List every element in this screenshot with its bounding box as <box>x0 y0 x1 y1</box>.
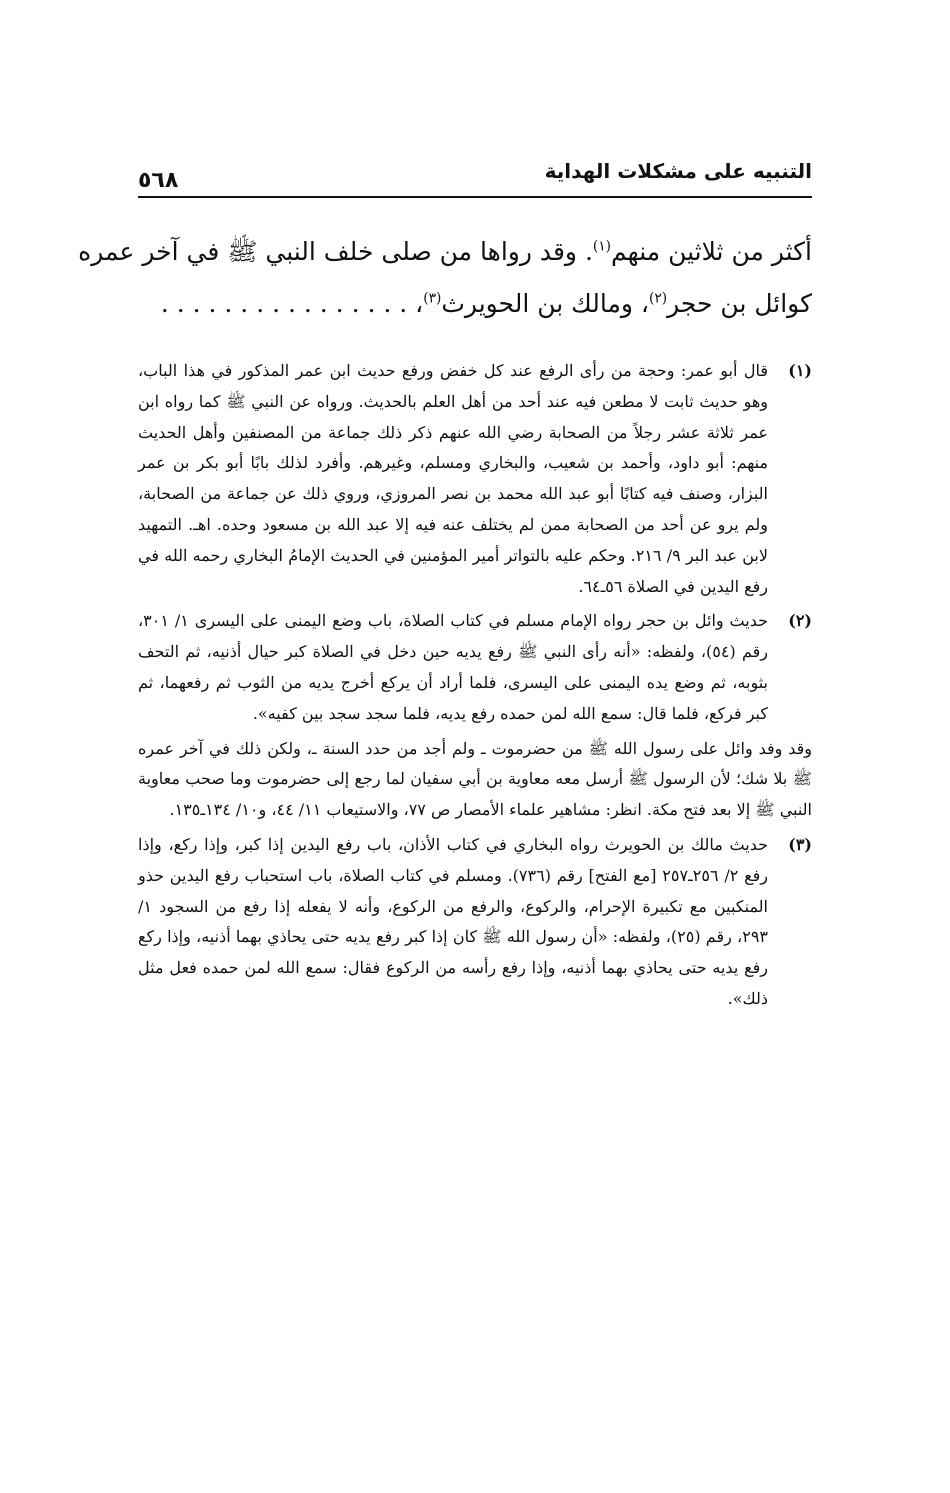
footnote-reference-3[interactable]: (٣) <box>423 290 442 307</box>
running-header-title: التنبيه على مشكلات الهداية <box>544 159 812 183</box>
running-header <box>138 150 812 193</box>
main-text-segment: أكثر من ثلاثين منهم <box>611 237 812 266</box>
footnote-marker: (٢) <box>788 611 812 631</box>
main-text-ellipsis: ، . . . . . . . . . . . . . . . . <box>160 289 424 318</box>
footnote-text: حديث مالك بن الحويرث رواه البخاري في كتاب الأذان، باب رفع اليدين إذا كبر، وإذا ركع، وإذا رفع ٢/ ٢٥٦ـ٢٥٧ [مع الفتح] رقم (٧٣٦). ومسلم في كتاب الصلاة، باب استحباب رفع اليدين حذو المنكبين مع تكبيرة الإحرام، والركوع، والرفع من الركوع، وأنه لا يفعله إذا رفع من السجود ١/ ٢٩٣، رقم (٢٥)، ولفظه: «أن رسول الله ﷺ كان إذا كبر رفع يديه حتى يحاذي بهما أذنيه، وإذا ركع رفع يديه حتى يحاذي بهما أذنيه، وإذا رفع رأسه من الركوع فقال: سمع الله لمن حمده فعل مثل ذلك». <box>138 834 769 1008</box>
footnotes-section <box>138 356 812 1019</box>
footnote-1 <box>138 356 812 602</box>
footnote-2-continuation: وقد وفد وائل على رسول الله ﷺ من حضرموت ـ ولم أجد من حدد السنة ـ، ولكن ذلك في آخر عمره ﷺ بلا شك؛ لأن الرسول ﷺ أرسل معه معاوية بن أبي سفيان لما رجع إلى حضرموت وما صحب معاوية النبي ﷺ إلا بعد فتح مكة. انظر: مشاهير علماء الأمصار ص ٧٧، والاستيعاب ١١/ ٤٤، و١٠/ ١٣٤ـ١٣٥. <box>138 738 812 820</box>
main-text <box>78 226 812 330</box>
main-text-segment: . وقد رواها من صلى خلف النبي ﷺ في آخر عمره <box>78 237 593 266</box>
footnote-marker: (٣) <box>788 834 812 854</box>
footnote-marker: (١) <box>788 361 812 380</box>
footnote-reference-1[interactable]: (١) <box>592 238 612 255</box>
main-text-segment: كوائل بن حجر <box>667 289 812 318</box>
footnote-reference-2[interactable]: (٢) <box>648 290 668 307</box>
footnote-2 <box>138 606 812 729</box>
main-text-segment: ، ومالك بن الحويرث <box>441 289 649 318</box>
footnote-3 <box>138 830 812 1015</box>
main-text-line-1 <box>78 226 812 278</box>
page-number: ٥٦٨ <box>138 168 179 193</box>
header-divider <box>138 196 812 198</box>
footnote-text: حديث وائل بن حجر رواه الإمام مسلم في كتاب الصلاة، باب وضع اليمنى على اليسرى ١/ ٣٠١، رقم (٥٤)، ولفظه: «أنه رأى النبي ﷺ رفع يديه حين دخل في الصلاة كبر حيال أذنيه، ثم التحف بثوبه، ثم وضع يده اليمنى على اليسرى، فلما أراد أن يركع أخرج يديه من الثوب ثم رفعهما، ثم كبر فركع، فلما قال: سمع الله لمن حمده رفع يديه، فلما سجد سجد بين كفيه». <box>138 611 769 723</box>
footnote-text: قال أبو عمر: وحجة من رأى الرفع عند كل خفض ورفع حديث ابن عمر المذكور في هذا الباب، وهو حديث ثابت لا مطعن فيه عند أحد من أهل العلم بالحديث. ورواه عن النبي ﷺ كما رواه ابن عمر ثلاثة عشر رجلاً من الصحابة رضي الله عنهم ذكر ذلك جماعة من المصنفين وأهل الحديث منهم: أبو داود، وأحمد بن شعيب، والبخاري ومسلم، وغيرهم. وأفرد لذلك بابًا أبو بكر بن عمر البزار، وصنف فيه كتابًا أبو عبد الله محمد بن نصر المروزي، وروي ذلك عن جماعة من الصحابة، ولم يرو عن أحد من الصحابة ممن لم يختلف عنه فيه إلا عبد الله بن مسعود وحده. اهـ. التمهيد لابن عبد البر ٩/ ٢١٦. وحكم عليه بالتواتر أمير المؤمنين في الحديث الإمامُ البخاري رحمه الله في رفع اليدين في الصلاة ٥٦ـ٦٤. <box>138 361 768 596</box>
main-text-line-2 <box>138 278 812 330</box>
